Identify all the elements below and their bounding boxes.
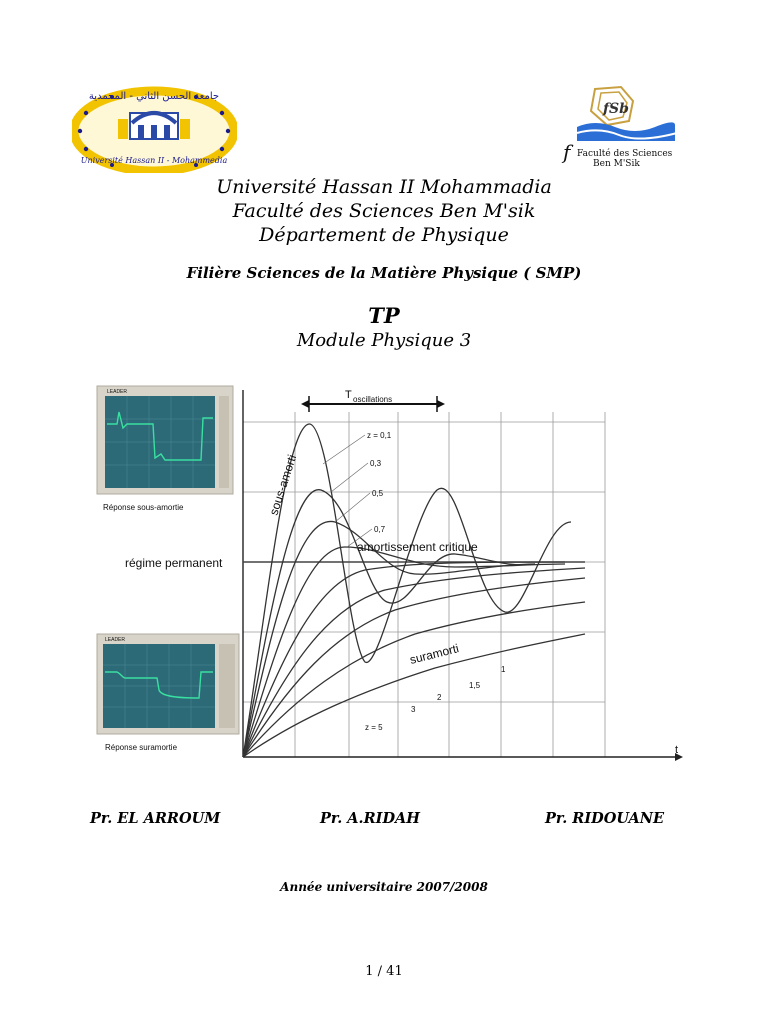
professor-1: Pr. EL ARROUM bbox=[90, 810, 221, 827]
t-osc-label: T bbox=[345, 389, 352, 401]
oscilloscope-bottom bbox=[97, 634, 239, 734]
fsb-text-line2: Ben M'Sik bbox=[593, 159, 640, 169]
doc-subtitle: Module Physique 3 bbox=[296, 330, 472, 351]
z-label-5: 1,5 bbox=[469, 681, 481, 690]
university-logo bbox=[72, 83, 237, 173]
svg-text:f: f bbox=[563, 140, 571, 164]
oscilloscope-top bbox=[97, 386, 233, 494]
z-label-4: 1 bbox=[501, 665, 506, 674]
fsb-letters: fSb bbox=[603, 101, 629, 117]
university-latin-text: Université Hassan II - Mohammedia bbox=[80, 156, 228, 165]
caption-bottom: Réponse suramortie bbox=[105, 743, 178, 752]
scope-brand-top: LEADER bbox=[107, 389, 128, 395]
faculty-logo bbox=[555, 85, 680, 175]
suramorti-label: suramorti bbox=[408, 641, 461, 667]
page-number: 1 / 41 bbox=[365, 964, 403, 979]
professor-3: Pr. RIDOUANE bbox=[545, 810, 665, 827]
amortissement-critique-label: amortissement critique bbox=[357, 540, 478, 554]
header-faculty: Faculté des Sciences Ben M'sik bbox=[232, 200, 536, 222]
z-label-1: 0,3 bbox=[370, 459, 382, 468]
figure bbox=[95, 372, 685, 767]
z-label-8: z = 5 bbox=[365, 723, 383, 732]
doc-title: TP bbox=[368, 303, 400, 328]
academic-year: Année universitaire 2007/2008 bbox=[280, 880, 488, 894]
response-curves-figure bbox=[95, 372, 685, 767]
regime-permanent-label: régime permanent bbox=[125, 556, 223, 570]
scope-brand-bottom: LEADER bbox=[105, 637, 126, 643]
fsb-text-line1: Faculté des Sciences bbox=[577, 149, 673, 159]
z-label-7: 3 bbox=[411, 705, 416, 714]
header-department: Département de Physique bbox=[259, 224, 509, 246]
t-osc-sub: oscillations bbox=[353, 395, 393, 404]
professor-2: Pr. A.RIDAH bbox=[320, 810, 420, 827]
sous-amorti-label: sous-amorti bbox=[266, 452, 300, 517]
university-arabic-text: جامعة الحسن الثاني - المحمدية bbox=[88, 91, 220, 102]
z-label-3: 0,7 bbox=[374, 525, 386, 534]
header-university: Université Hassan II Mohammadia bbox=[216, 176, 552, 198]
z-label-2: 0,5 bbox=[372, 489, 384, 498]
z-label-6: 2 bbox=[437, 693, 442, 702]
caption-top: Réponse sous-amortie bbox=[103, 503, 184, 512]
axis-t-label: t bbox=[675, 744, 679, 756]
z-label-0: z = 0,1 bbox=[367, 431, 392, 440]
filiere: Filière Sciences de la Matière Physique ( SMP) bbox=[186, 264, 582, 282]
